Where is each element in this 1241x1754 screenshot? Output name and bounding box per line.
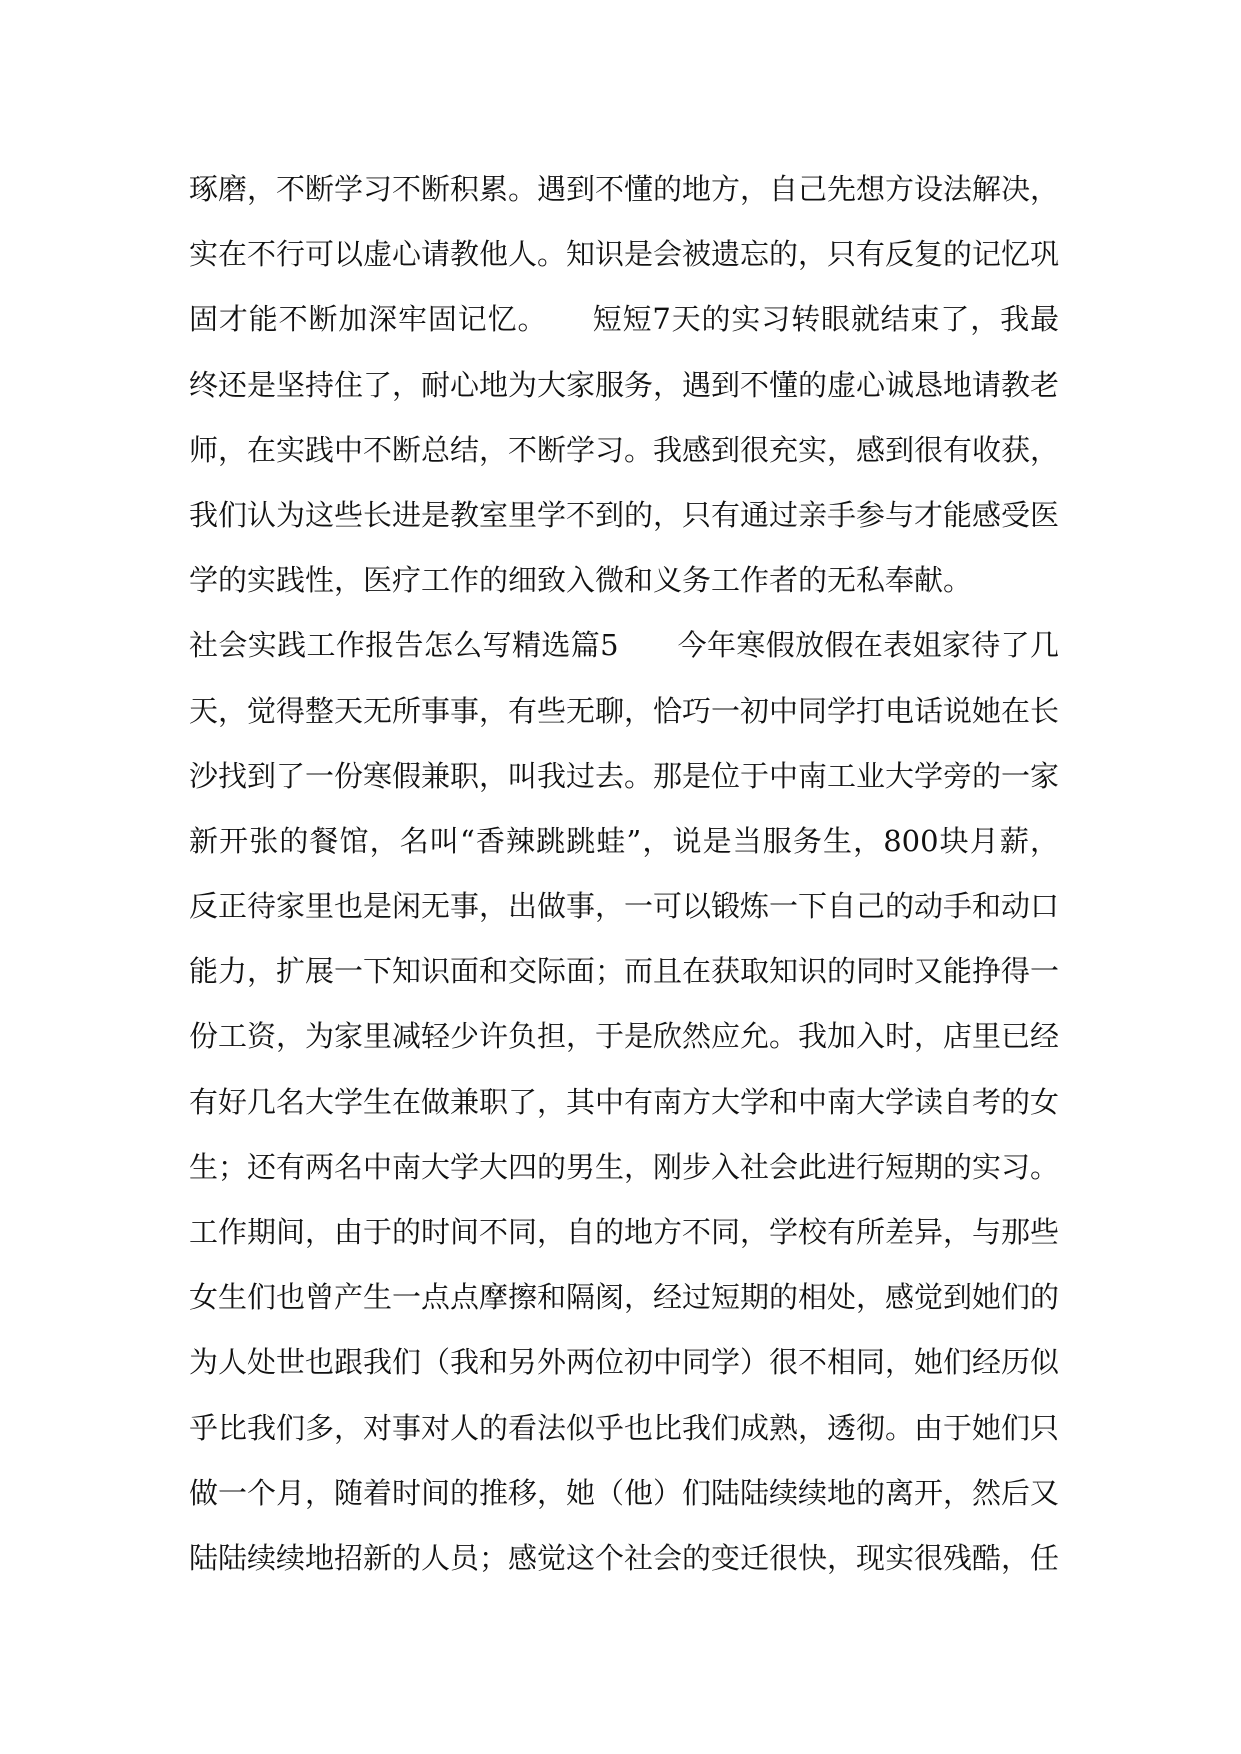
body-text [189,157,1059,1591]
text-line: 琢磨，不断学习不断积累。遇到不懂的地方，自己先想方设法解决， [189,172,1060,206]
text-line: 师，在实践中不断总结，不断学习。我感到很充实，感到很有收获， [189,432,1060,467]
text-line: 陆陆续续地招新的人员；感觉这个社会的变迁很快，现实很残酷，任 [189,1540,1060,1575]
text-line: 新开张的餐馆，名叫“香辣跳跳蛙”，说是当服务生，800块月薪， [189,823,1059,858]
text-line: 生；还有两名中南大学大四的男生，刚步入社会此进行短期的实习。 [189,1149,1060,1184]
text-line: 天，觉得整天无所事事，有些无聊，恰巧一初中同学打电话说她在长 [189,693,1060,728]
text-line: 实在不行可以虚心请教他人。知识是会被遗忘的，只有反复的记忆巩 [189,237,1060,272]
text-line: 有好几名大学生在做兼职了，其中有南方大学和中南大学读自考的女 [189,1084,1060,1119]
section-heading-line: 社会实践工作报告怎么写精选篇5 今年寒假放假在表姐家待了几 [189,628,1059,663]
text-line: 做一个月，随着时间的推移，她（他）们陆陆续续地的离开，然后又 [189,1475,1060,1510]
text-line: 为人处世也跟我们（我和另外两位初中同学）很不相同，她们经历似 [189,1345,1060,1380]
text-line: 反正待家里也是闲无事，出做事，一可以锻炼一下自己的动手和动口 [189,889,1060,924]
text-line: 终还是坚持住了，耐心地为大家服务，遇到不懂的虚心诚恳地请教老 [189,367,1060,402]
text-line: 工作期间，由于的时间不同，自的地方不同，学校有所差异，与那些 [189,1215,1060,1249]
text-line: 份工资，为家里减轻少许负担，于是欣然应允。我加入时，店里已经 [189,1019,1060,1054]
text-line: 女生们也曾产生一点点摩擦和隔阂，经过短期的相处，感觉到她们的 [189,1280,1060,1315]
text-line: 固才能不断加深牢固记忆。 短短7天的实习转眼就结束了，我最 [189,302,1059,337]
text-line: 我们认为这些长进是教室里学不到的，只有通过亲手参与才能感受医 [189,497,1060,532]
text-line: 能力，扩展一下知识面和交际面；而且在获取知识的同时又能挣得一 [189,954,1060,989]
text-line: 沙找到了一份寒假兼职，叫我过去。那是位于中南工业大学旁的一家 [189,758,1060,793]
text-line: 乎比我们多，对事对人的看法似乎也比我们成熟，透彻。由于她们只 [189,1410,1060,1445]
text-line: 学的实践性，医疗工作的细致入微和义务工作者的无私奉献。 [189,563,973,598]
